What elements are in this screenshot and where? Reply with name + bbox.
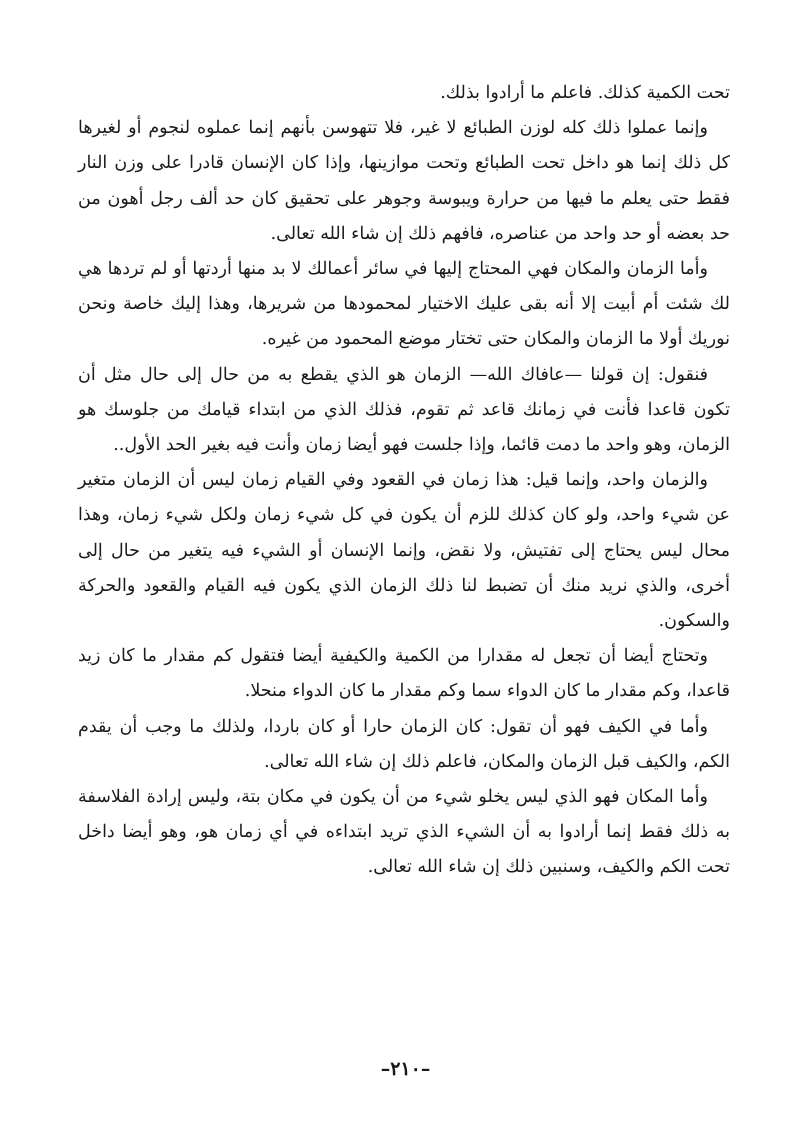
paragraph-definition-of-time: فنقول: إن قولنا —عافاك الله— الزمان هو الذي يقطع به من حال إلى حال مثل أن تكون قاعدا فأنت في زمانك قاعد ثم تقوم، فذلك الذي من ابتداء قيامك من جلوسك هو الزمان، وهو واحد ما دمت قائما، وإذا جلست فهو أيضا زمان وأنت فيه بغير الحد الأول.. bbox=[78, 364, 730, 456]
paragraph-weighing-natures: وإنما عملوا ذلك كله لوزن الطبائع لا غير، فلا تتهوسن بأنهم إنما عملوه لنجوم أو لغيرها كل ذلك إنما هو داخل تحت الطبائع وتحت موازينها، وإذا كان الإنسان قادرا على وزن النار فقط حتى يعلم ما فيها من حرارة ويبوسة وجوهر على تحقيق كان حد ألف رجل أهون من حد بعضه أو حد واحد من عناصره، فافهم ذلك إن شاء الله تعالى. bbox=[78, 118, 730, 244]
paragraph-place: وأما المكان فهو الذي ليس يخلو شيء من أن يكون في مكان بتة، وليس إرادة الفلاسفة به ذلك فقط إنما أرادوا به أن الشيء الذي تريد ابتداءه في أي زمان هو، وهو أيضا داخل تحت الكم والكيف، وسنبين ذلك إن شاء الله تعالى. bbox=[78, 787, 730, 878]
page-number: –٢١٠– bbox=[380, 1058, 431, 1080]
paragraph-quality: وأما في الكيف فهو أن تقول: كان الزمان حارا أو كان باردا، ولذلك ما وجب أن يقدم الكم، والكيف قبل الزمان والمكان، فاعلم ذلك إن شاء الله تعالى. bbox=[78, 716, 730, 772]
paragraph-time-is-one: والزمان واحد، وإنما قيل: هذا زمان في القعود وفي القيام زمان ليس أن الزمان متغير عن شيء واحد، ولو كان كذلك للزم أن يكون في كل شيء زمان ولكل شيء زمان، وهذا محال ليس يحتاج إلى تفتيش، ولا نقض، وإنما الإنسان أو الشيء فيه يتغير من حال إلى أخرى، والذي نريد منك أن تضبط لنا ذلك الزمان الذي يكون فيه القيام والقعود والحركة والسكون. bbox=[78, 470, 730, 632]
paragraph-continuation: تحت الكمية كذلك. فاعلم ما أرادوا بذلك. bbox=[440, 83, 730, 103]
paragraph-quantity: وتحتاج أيضا أن تجعل له مقدارا من الكمية والكيفية أيضا فتقول كم مقدار ما كان زيد قاعدا، وكم مقدار ما كان الدواء سما وكم مقدار ما كان الدواء منحلا. bbox=[78, 646, 730, 702]
body-text bbox=[78, 76, 730, 886]
paragraph-time-and-place: وأما الزمان والمكان فهي المحتاج إليها في سائر أعمالك لا بد منها أردتها أو لم تردها هي لك شئت أم أبيت إلا أنه بقى عليك الاختيار لمحمودها من شريرها، وهذا إليك خاصة ونحن نوريك أولا ما الزمان والمكان حتى تختار موضع المحمود من غيره. bbox=[78, 259, 730, 350]
